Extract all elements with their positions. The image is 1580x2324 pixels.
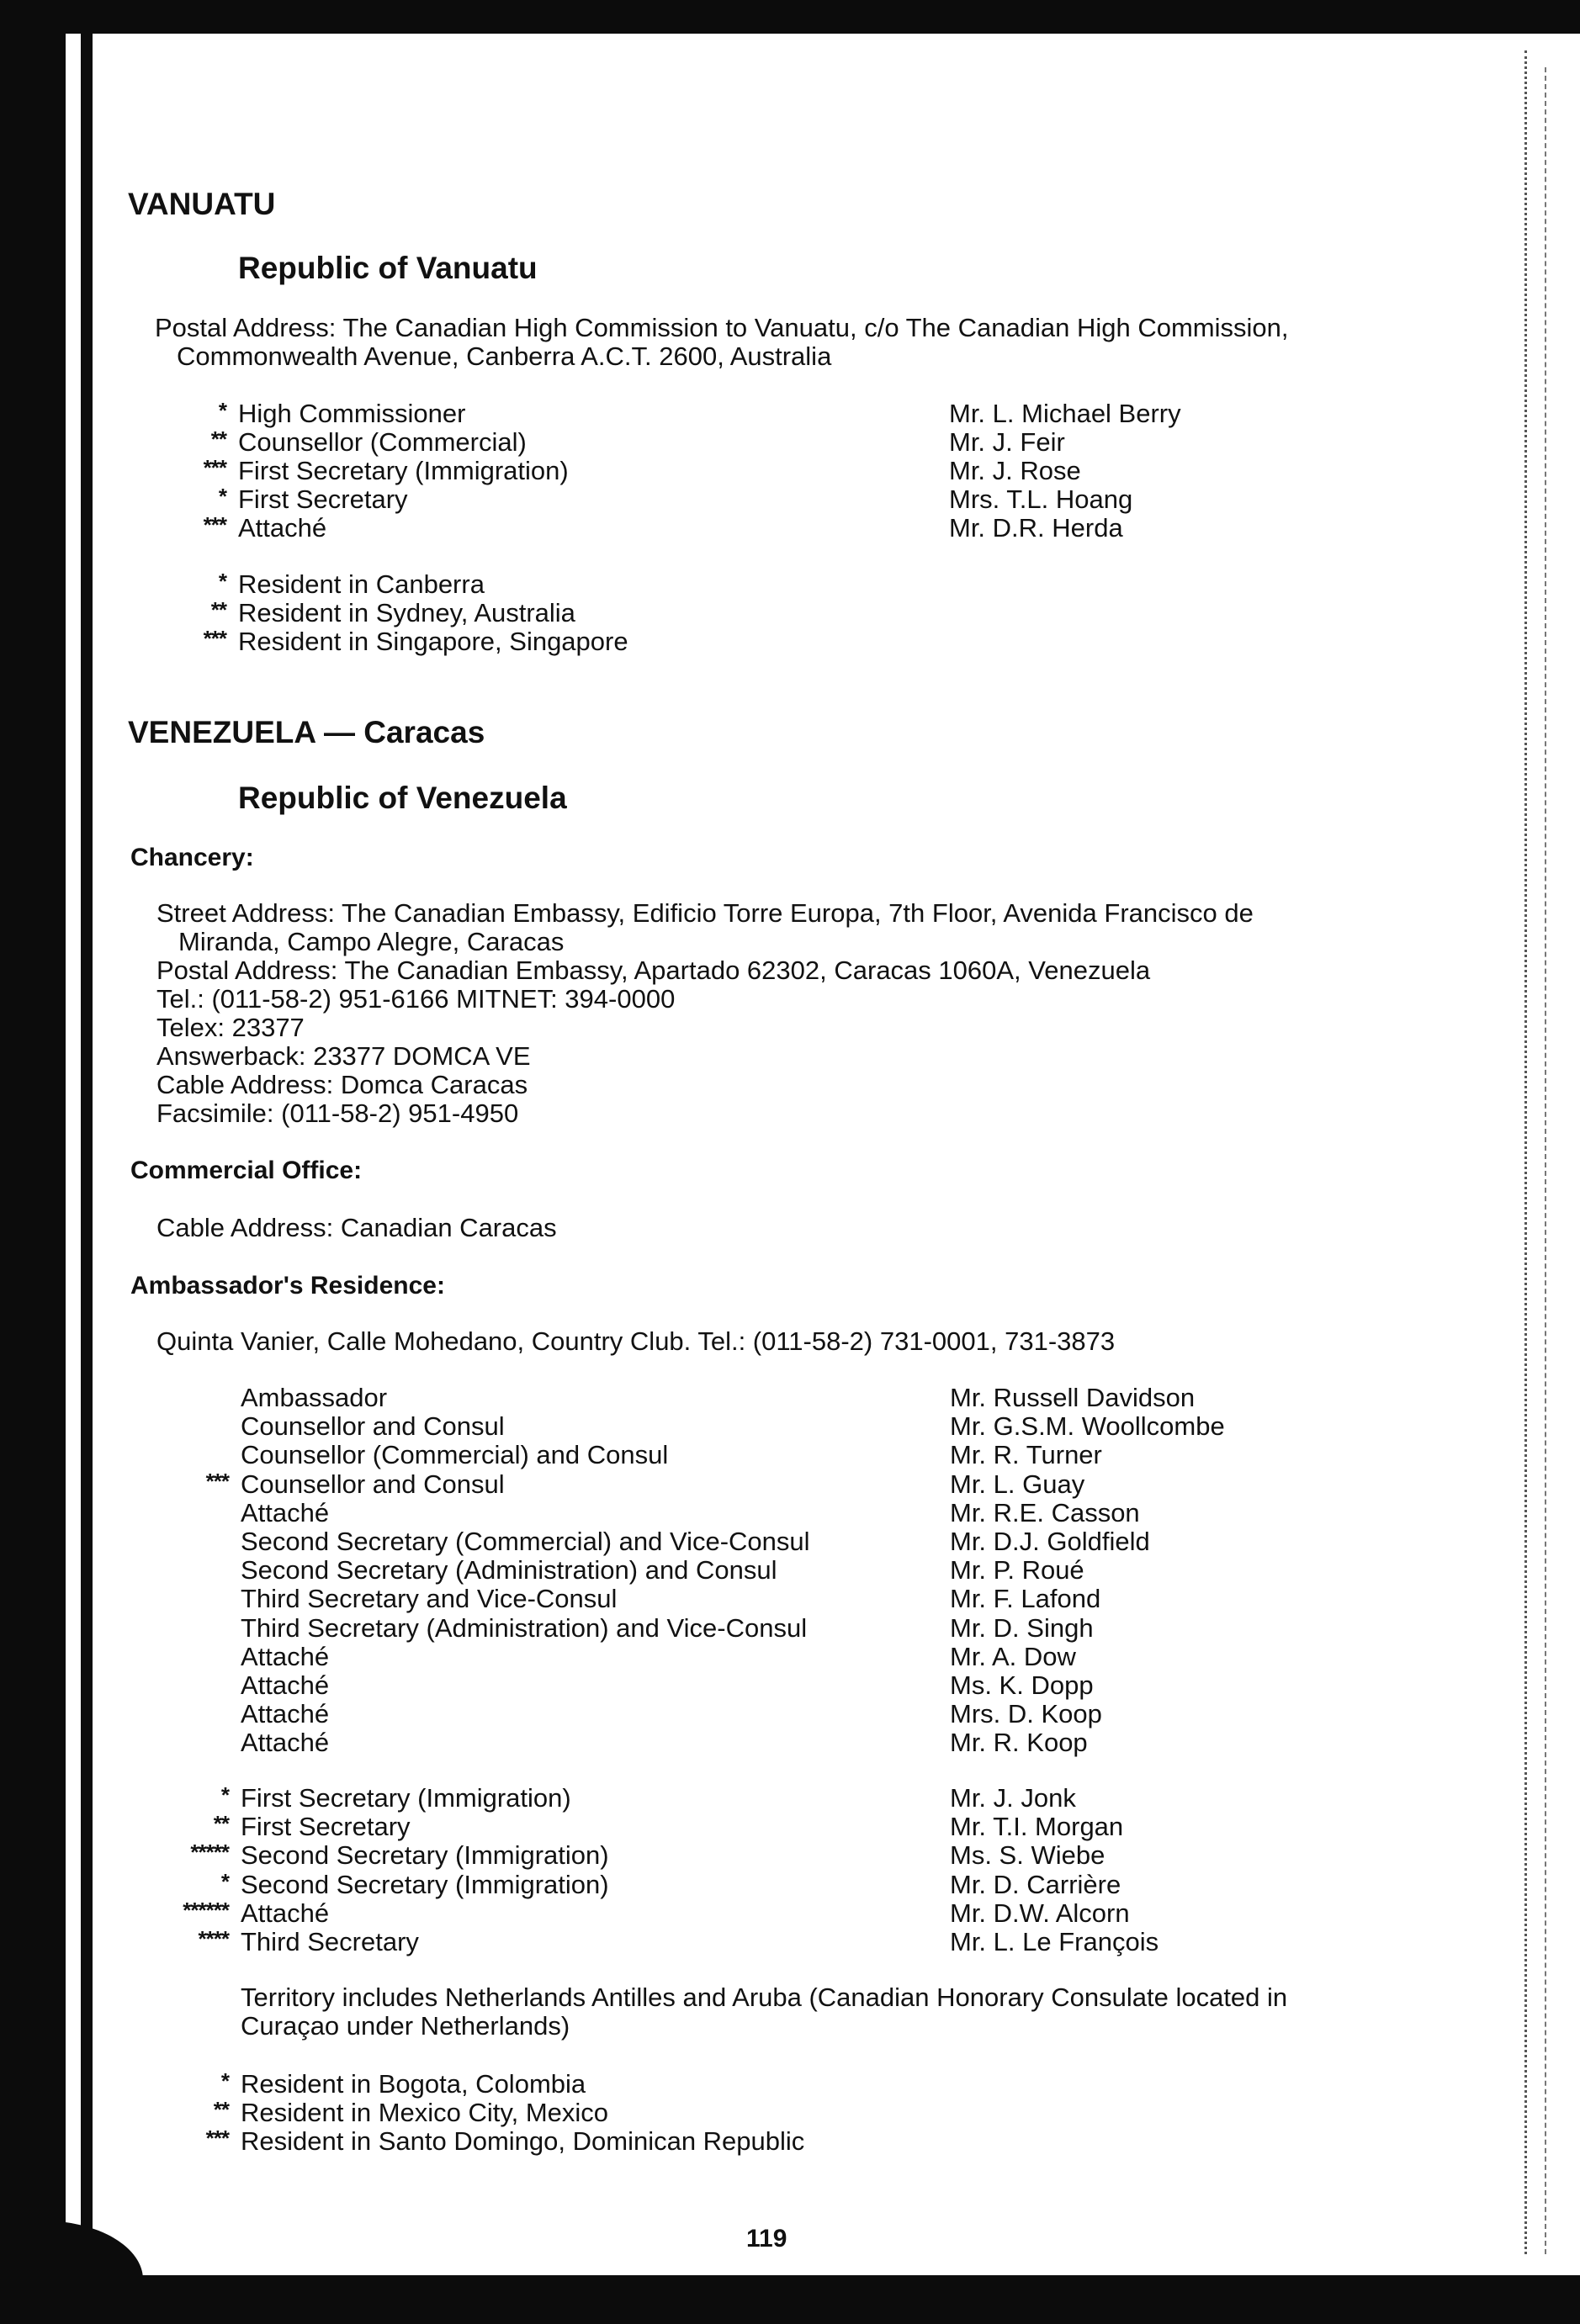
staff-name: Mr. J. Jonk xyxy=(950,1783,1076,1813)
residence-label: Ambassador's Residence: xyxy=(130,1272,445,1300)
staff-row xyxy=(241,1700,1503,1728)
facsimile: Facsimile: (011-58-2) 951-4950 xyxy=(156,1098,519,1128)
section-heading-vanuatu: VANUATU xyxy=(128,187,276,221)
footnote-marker: ** xyxy=(210,597,226,622)
scan-edge-right-2 xyxy=(1545,67,1546,2254)
footnote-marker: * xyxy=(220,1868,229,1894)
venezuela-staff-list xyxy=(205,1383,1503,1758)
staff-name: Mr. T.I. Morgan xyxy=(950,1812,1124,1842)
staff-name: Ms. K. Dopp xyxy=(950,1670,1094,1700)
territory-note-line-1: Territory includes Netherlands Antilles and Aruba (Canadian Honorary Consulate located in xyxy=(241,1983,1288,2012)
telex: Telex: 23377 xyxy=(156,1013,305,1042)
footnote-marker: ** xyxy=(213,1811,229,1837)
staff-name: Mrs. T.L. Hoang xyxy=(949,484,1133,514)
staff-row xyxy=(241,1441,1503,1469)
staff-name: Mr. G.S.M. Woollcombe xyxy=(950,1411,1225,1442)
staff-position: Counsellor and Consul xyxy=(241,1411,505,1442)
staff-name: Mr. Russell Davidson xyxy=(950,1383,1196,1412)
venezuela-notes-list xyxy=(205,2068,1503,2156)
staff-row xyxy=(220,1868,1503,1899)
staff-position: Third Secretary (Administration) and Vice-Consul xyxy=(241,1612,808,1643)
footnote-marker: * xyxy=(220,1782,229,1808)
telephone: Tel.: (011-58-2) 951-6166 MITNET: 394-0000 xyxy=(156,984,676,1014)
staff-row xyxy=(241,1556,1503,1585)
scan-border-left xyxy=(0,0,66,2324)
street-address-line-1: Street Address: The Canadian Embassy, Edificio Torre Europa, 7th Floor, Avenida Francisco de xyxy=(156,898,1254,928)
vanuatu-staff-list xyxy=(203,398,1500,543)
staff-name: Mr. D.J. Goldfield xyxy=(950,1526,1150,1556)
staff-name: Mr. D. Carrière xyxy=(950,1869,1121,1899)
scan-page-curl xyxy=(0,2221,143,2296)
footnote-marker: * xyxy=(218,398,226,423)
staff-name: Mr. D.W. Alcorn xyxy=(950,1898,1130,1928)
staff-position: Attaché xyxy=(241,1898,330,1928)
scan-border-bottom xyxy=(0,2275,1580,2324)
staff-name: Mr. R. Turner xyxy=(950,1440,1102,1470)
staff-position: Counsellor (Commercial) xyxy=(238,427,527,457)
note-row xyxy=(210,597,1500,627)
staff-position: First Secretary (Immigration) xyxy=(241,1783,571,1813)
staff-position: Attaché xyxy=(241,1728,330,1758)
staff-row xyxy=(213,1811,1503,1842)
scan-border-top xyxy=(0,0,1580,34)
vanuatu-notes-list xyxy=(203,569,1500,656)
note-row xyxy=(205,2125,1503,2156)
note-text: Resident in Bogota, Colombia xyxy=(241,2069,586,2099)
staff-position: Second Secretary (Immigration) xyxy=(241,1869,609,1899)
chancery-label: Chancery: xyxy=(130,844,254,871)
staff-position: First Secretary (Immigration) xyxy=(238,456,569,485)
staff-position: Attaché xyxy=(238,513,327,543)
note-text: Resident in Singapore, Singapore xyxy=(238,627,628,656)
staff-name: Mr. R.E. Casson xyxy=(950,1497,1140,1527)
staff-row xyxy=(218,484,1500,514)
staff-name: Mr. F. Lafond xyxy=(950,1584,1101,1614)
staff-row xyxy=(218,398,1500,428)
street-address-line-2: Miranda, Campo Alegre, Caracas xyxy=(178,927,565,956)
staff-row xyxy=(241,1614,1503,1643)
note-text: Resident in Santo Domingo, Dominican Republic xyxy=(241,2126,805,2156)
binding-rule xyxy=(81,34,93,2254)
staff-position: Attaché xyxy=(241,1641,330,1671)
footnote-marker: *** xyxy=(203,626,226,651)
staff-position: Counsellor and Consul xyxy=(241,1469,505,1499)
staff-position: Third Secretary xyxy=(241,1926,419,1956)
staff-row xyxy=(210,426,1500,457)
staff-position: Second Secretary (Immigration) xyxy=(241,1840,609,1871)
staff-row xyxy=(205,1468,1503,1499)
staff-position: Second Secretary (Commercial) and Vice-Consul xyxy=(241,1526,810,1556)
note-text: Resident in Canberra xyxy=(238,569,485,599)
footnote-marker: *** xyxy=(205,2125,229,2151)
subheading-vanuatu: Republic of Vanuatu xyxy=(238,251,538,285)
footnote-marker: **** xyxy=(198,1925,229,1951)
staff-name: Mr. L. Guay xyxy=(950,1469,1085,1499)
section-heading-venezuela: VENEZUELA — Caracas xyxy=(128,715,485,749)
staff-row xyxy=(241,1499,1503,1527)
staff-row xyxy=(183,1897,1503,1928)
staff-position: Counsellor (Commercial) and Consul xyxy=(241,1440,669,1470)
commercial-office-label: Commercial Office: xyxy=(130,1157,363,1184)
staff-name: Mr. R. Koop xyxy=(950,1728,1088,1758)
subheading-venezuela: Republic of Venezuela xyxy=(238,781,567,815)
residence-address: Quinta Vanier, Calle Mohedano, Country Club. Tel.: (011-58-2) 731-0001, 731-3873 xyxy=(156,1326,1116,1356)
staff-name: Mr. J. Feir xyxy=(949,427,1065,457)
territory-note-line-2: Curaçao under Netherlands) xyxy=(241,2011,570,2041)
staff-row xyxy=(241,1585,1503,1613)
footnote-marker: *** xyxy=(203,455,226,480)
staff-name: Mr. D. Singh xyxy=(950,1612,1094,1643)
scan-edge-right xyxy=(1524,50,1527,2254)
staff-position: Ambassador xyxy=(241,1383,388,1412)
answerback: Answerback: 23377 DOMCA VE xyxy=(156,1041,531,1071)
staff-row xyxy=(203,512,1500,543)
note-text: Resident in Sydney, Australia xyxy=(238,598,575,627)
staff-name: Mr. A. Dow xyxy=(950,1641,1076,1671)
footnote-marker: ***** xyxy=(190,1840,229,1866)
postal-address: Postal Address: The Canadian Embassy, Apartado 62302, Caracas 1060A, Venezuela xyxy=(156,956,1151,985)
staff-row xyxy=(241,1384,1503,1412)
staff-position: Attaché xyxy=(241,1699,330,1729)
staff-row xyxy=(190,1840,1503,1871)
staff-row xyxy=(198,1925,1503,1956)
staff-row xyxy=(241,1671,1503,1700)
footnote-marker: ****** xyxy=(183,1897,229,1923)
staff-row xyxy=(241,1412,1503,1441)
staff-row xyxy=(241,1643,1503,1671)
staff-row xyxy=(220,1782,1503,1813)
staff-name: Mr. D.R. Herda xyxy=(949,513,1123,543)
footnote-marker: *** xyxy=(203,512,226,537)
footnote-marker: *** xyxy=(205,1468,229,1494)
staff-position: Attaché xyxy=(241,1670,330,1700)
staff-position: High Commissioner xyxy=(238,399,466,428)
staff-position: First Secretary xyxy=(241,1812,411,1842)
footnote-marker: ** xyxy=(213,2097,229,2122)
note-text: Resident in Mexico City, Mexico xyxy=(241,2098,609,2127)
commercial-cable-address: Cable Address: Canadian Caracas xyxy=(156,1213,557,1242)
note-row xyxy=(218,569,1500,599)
staff-name: Mr. L. Michael Berry xyxy=(949,399,1181,428)
staff-row xyxy=(203,455,1500,485)
staff-position: Attaché xyxy=(241,1497,330,1527)
cable-address: Cable Address: Domca Caracas xyxy=(156,1070,528,1099)
note-row xyxy=(213,2097,1503,2127)
staff-name: Ms. S. Wiebe xyxy=(950,1840,1105,1871)
footnote-marker: * xyxy=(218,569,226,594)
staff-row xyxy=(241,1728,1503,1757)
staff-position: Third Secretary and Vice-Consul xyxy=(241,1584,618,1614)
footnote-marker: ** xyxy=(210,426,226,452)
vanuatu-postal-line-1: Postal Address: The Canadian High Commission to Vanuatu, c/o The Canadian High Commission, xyxy=(155,313,1289,342)
staff-name: Mr. J. Rose xyxy=(949,456,1081,485)
note-row xyxy=(203,626,1500,656)
footnote-marker: * xyxy=(220,2068,229,2094)
page-number: 119 xyxy=(746,2225,787,2253)
note-row xyxy=(220,2068,1503,2099)
staff-name: Mr. P. Roué xyxy=(950,1555,1084,1586)
staff-position: First Secretary xyxy=(238,484,408,514)
staff-row xyxy=(241,1527,1503,1556)
staff-name: Mrs. D. Koop xyxy=(950,1699,1102,1729)
staff-name: Mr. L. Le François xyxy=(950,1926,1159,1956)
venezuela-staff-list-2 xyxy=(183,1782,1503,1956)
staff-position: Second Secretary (Administration) and Consul xyxy=(241,1555,777,1586)
footnote-marker: * xyxy=(218,484,226,509)
vanuatu-postal-line-2: Commonwealth Avenue, Canberra A.C.T. 2600, Australia xyxy=(177,341,832,371)
